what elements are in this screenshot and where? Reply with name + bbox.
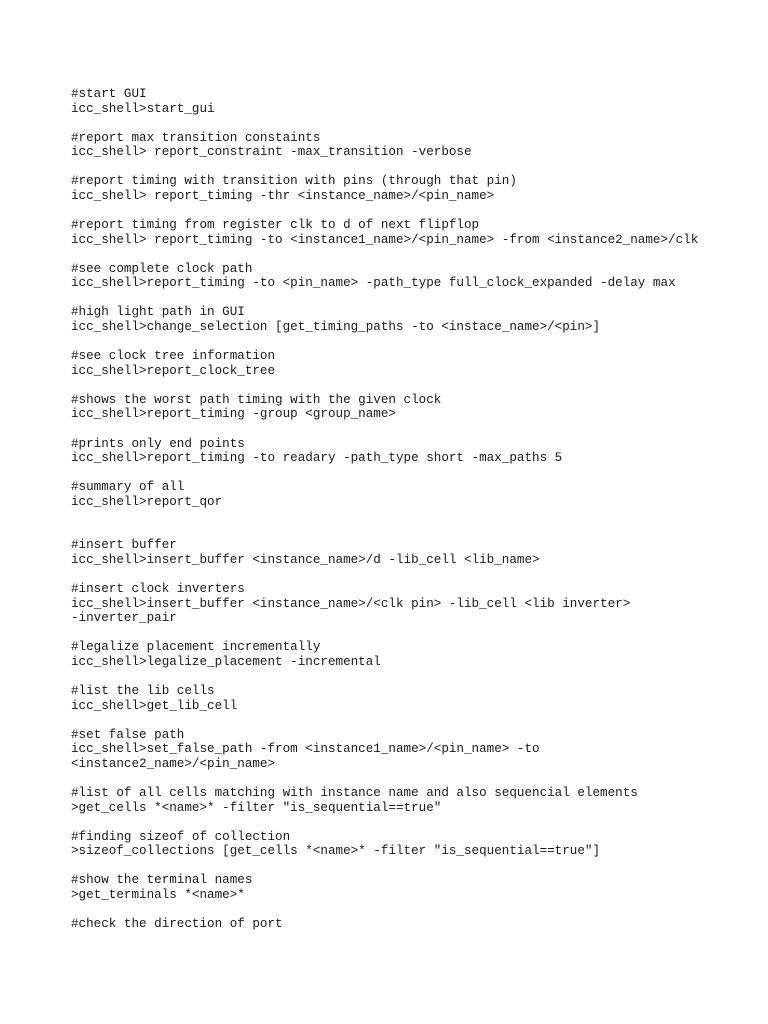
command-line-continued: <instance2_name>/<pin_name> <box>71 756 276 771</box>
text-block <box>71 640 751 669</box>
text-block <box>71 218 751 247</box>
comment-line: #prints only end points <box>71 436 245 451</box>
command-line: icc_shell>get_lib_cell <box>71 698 238 713</box>
command-line: >get_terminals *<name>* <box>71 887 245 902</box>
command-line: icc_shell>report_timing -to readary -path_type short -max_paths 5 <box>71 451 563 466</box>
text-block <box>71 437 751 466</box>
comment-line: #report timing with transition with pins (through that pin) <box>71 174 517 189</box>
comment-line: #high light path in GUI <box>71 305 245 320</box>
comment-line: #finding sizeof of collection <box>71 829 291 844</box>
command-line: icc_shell>start_gui <box>71 101 215 116</box>
comment-line: #summary of all <box>71 480 185 495</box>
command-line: icc_shell>change_selection [get_timing_paths -to <instace_name>/<pin>] <box>71 320 601 335</box>
command-line-continued: -inverter_pair <box>71 611 177 626</box>
text-block <box>71 480 751 509</box>
text-block <box>71 538 751 567</box>
command-line: >sizeof_collections [get_cells *<name>* -filter "is_sequential==true"] <box>71 844 601 859</box>
comment-line: #show the terminal names <box>71 873 253 888</box>
comment-line: #set false path <box>71 727 185 742</box>
command-line: icc_shell> report_timing -to <instance1_name>/<pin_name> -from <instance2_name>/clk <box>71 232 699 247</box>
comment-line: #see complete clock path <box>71 261 253 276</box>
comment-line: #shows the worst path timing with the given clock <box>71 392 442 407</box>
text-block <box>71 131 751 160</box>
text-block <box>71 262 751 291</box>
command-line: icc_shell>legalize_placement -incremental <box>71 654 381 669</box>
comment-line: #insert buffer <box>71 538 177 553</box>
comment-line: #see clock tree information <box>71 349 276 364</box>
command-line: icc_shell> report_timing -thr <instance_name>/<pin_name> <box>71 188 495 203</box>
command-line: icc_shell>report_clock_tree <box>71 363 276 378</box>
command-line: >get_cells *<name>* -filter "is_sequential==true" <box>71 800 442 815</box>
command-line: icc_shell>report_timing -to <pin_name> -path_type full_clock_expanded -delay max <box>71 276 676 291</box>
command-line: icc_shell>insert_buffer <instance_name>/<clk pin> -lib_cell <lib inverter> <box>71 596 631 611</box>
text-block <box>71 305 751 334</box>
comment-line: #insert clock inverters <box>71 582 245 597</box>
command-line: icc_shell>insert_buffer <instance_name>/d -lib_cell <lib_name> <box>71 552 540 567</box>
text-block <box>71 786 751 815</box>
command-line: icc_shell>report_qor <box>71 494 223 509</box>
comment-line: #report max transition constaints <box>71 130 321 145</box>
comment-line: #legalize placement incrementally <box>71 640 321 655</box>
comment-line: #list the lib cells <box>71 684 215 699</box>
command-line: icc_shell> report_constraint -max_transition -verbose <box>71 145 472 160</box>
text-block <box>71 87 751 116</box>
comment-line: #list of all cells matching with instance name and also sequencial elements <box>71 786 638 800</box>
text-block <box>71 684 751 713</box>
text-block <box>71 174 751 203</box>
text-block <box>71 349 751 378</box>
comment-line: #report timing from register clk to d of next flipflop <box>71 218 480 233</box>
text-block <box>71 393 751 422</box>
text-block <box>71 873 751 902</box>
comment-line: #check the direction of port <box>71 917 283 932</box>
text-block <box>71 917 751 932</box>
text-block <box>71 830 751 859</box>
text-block <box>71 582 751 626</box>
comment-line: #start GUI <box>71 87 147 101</box>
document-page <box>71 87 751 946</box>
command-line: icc_shell>report_timing -group <group_name> <box>71 407 396 422</box>
text-block <box>71 728 751 772</box>
command-line: icc_shell>set_false_path -from <instance1_name>/<pin_name> -to <box>71 742 540 757</box>
